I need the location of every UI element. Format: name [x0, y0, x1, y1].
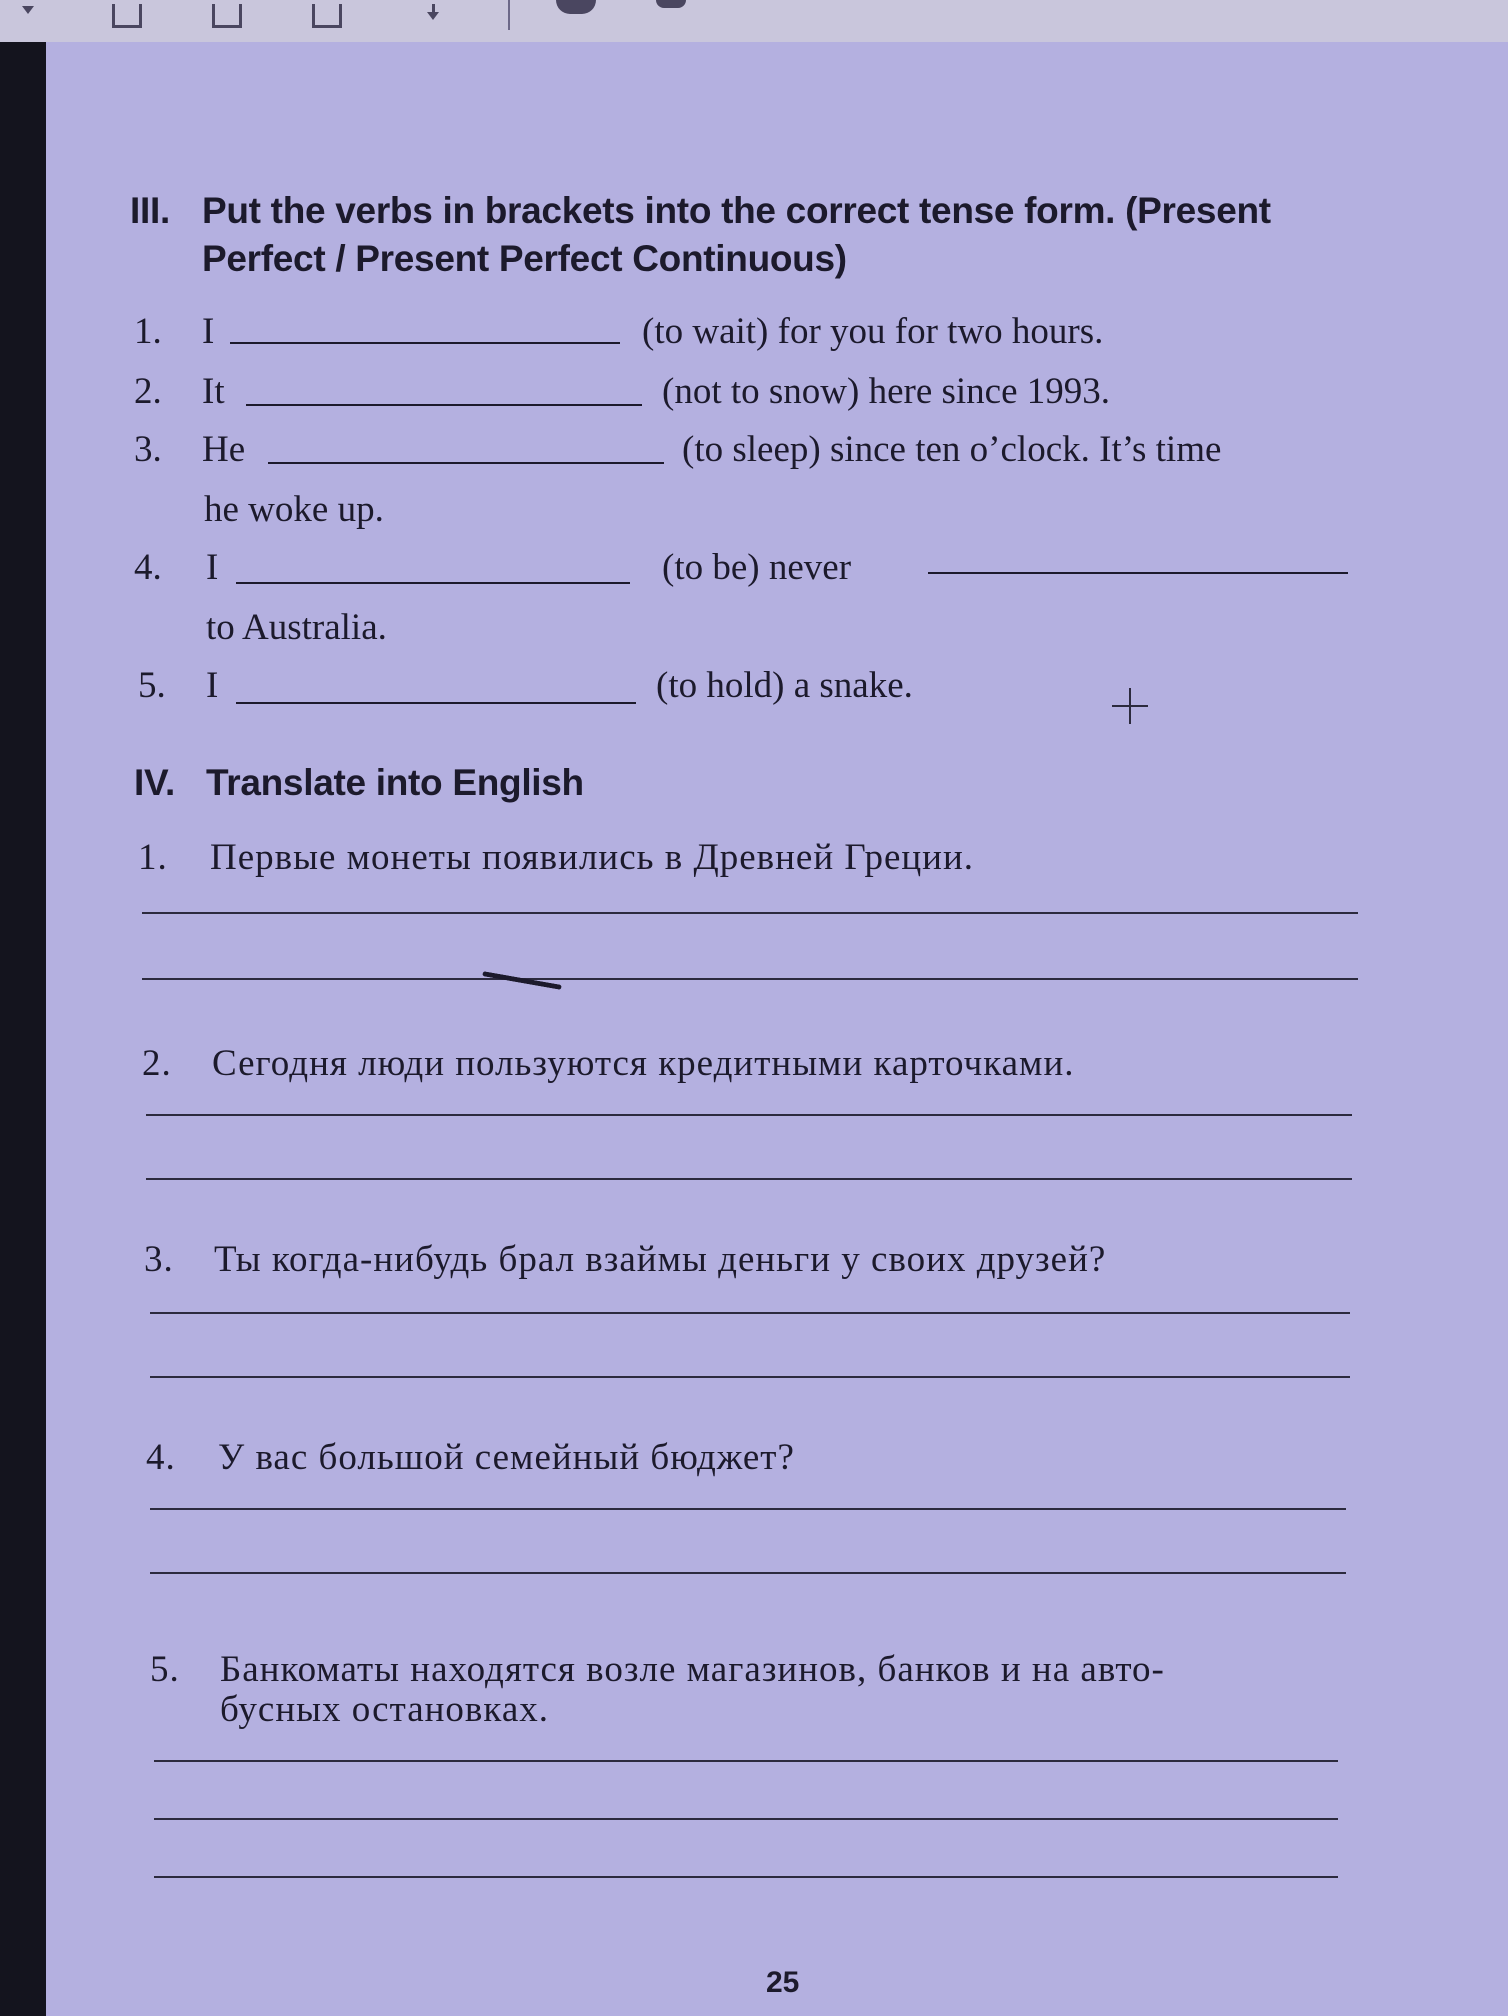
s4-item5-answer-line-1[interactable]: [154, 1760, 1338, 1762]
crosshair-cursor-icon: [1112, 688, 1148, 724]
s3-item2-answer-blank[interactable]: [246, 404, 642, 406]
s4-item1-text: Первые монеты появились в Древней Греции.: [210, 837, 975, 878]
s4-item2-text: Сегодня люди пользуются кредитными карточками.: [212, 1043, 1075, 1084]
highlighter-icon[interactable]: [656, 0, 686, 8]
section4-number: IV.: [134, 762, 175, 803]
s4-item4-answer-line-1[interactable]: [150, 1508, 1346, 1510]
s4-item2-answer-line-1[interactable]: [146, 1114, 1352, 1116]
s4-item3-text: Ты когда-нибудь брал взаймы деньги у своих друзей?: [214, 1239, 1107, 1280]
s4-item2-number: 2.: [142, 1043, 172, 1084]
s3-item3-answer-blank[interactable]: [268, 462, 664, 464]
s3-item3-subject: He: [202, 429, 246, 470]
s3-item2-rest: (not to snow) here since 1993.: [662, 371, 1111, 412]
s3-item1-subject: I: [202, 311, 215, 352]
pen-icon[interactable]: [556, 0, 596, 14]
s4-item3-answer-line-2[interactable]: [150, 1376, 1350, 1378]
s3-item5-rest: (to hold) a snake.: [656, 665, 913, 706]
s4-item1-answer-line-1[interactable]: [142, 912, 1358, 914]
s3-item4-answer-blank-2[interactable]: [928, 572, 1348, 574]
s3-item5-answer-blank[interactable]: [236, 702, 636, 704]
single-page-icon[interactable]: [312, 4, 342, 28]
s3-item4-subject: I: [206, 547, 219, 588]
s4-item5-answer-line-3[interactable]: [154, 1876, 1338, 1878]
s3-item5-subject: I: [206, 665, 219, 706]
section3-title-line2: Perfect / Present Perfect Continuous): [202, 238, 847, 279]
pen-stroke-mark: [482, 971, 562, 990]
s4-item3-number: 3.: [144, 1239, 174, 1280]
section4-title: Translate into English: [206, 762, 584, 803]
s3-item4-rest: (to be) never: [662, 547, 852, 588]
s3-item2-number: 2.: [134, 371, 162, 412]
s4-item1-answer-line-2[interactable]: [142, 978, 1358, 980]
toolbar-separator: [508, 0, 510, 30]
fit-page-icon[interactable]: [112, 4, 142, 28]
s4-item5-answer-line-2[interactable]: [154, 1818, 1338, 1820]
s3-item5-number: 5.: [138, 665, 166, 706]
section3-number: III.: [130, 190, 170, 231]
s3-item1-answer-blank[interactable]: [230, 342, 620, 344]
s3-item4-answer-blank-1[interactable]: [236, 582, 630, 584]
s3-item4-number: 4.: [134, 547, 162, 588]
s4-item3-answer-line-1[interactable]: [150, 1312, 1350, 1314]
s3-item4-continuation: to Australia.: [206, 607, 387, 648]
s3-item1-rest: (to wait) for you for two hours.: [642, 311, 1104, 352]
s4-item5-continuation: бусных остановках.: [220, 1689, 549, 1730]
s3-item2-subject: It: [202, 371, 225, 412]
s4-item4-text: У вас большой семейный бюджет?: [218, 1437, 795, 1478]
viewer-dark-margin: [0, 42, 46, 2016]
s4-item5-number: 5.: [150, 1649, 180, 1690]
dropdown-arrow-icon[interactable]: [22, 6, 34, 14]
s4-item1-number: 1.: [138, 837, 168, 878]
download-icon[interactable]: [424, 4, 442, 22]
section3-title-line1: Put the verbs in brackets into the correct tense form. (Present: [202, 190, 1271, 231]
viewer-toolbar: [0, 0, 1508, 44]
s4-item4-answer-line-2[interactable]: [150, 1572, 1346, 1574]
s3-item3-rest: (to sleep) since ten o’clock. It’s time: [682, 429, 1222, 470]
s3-item3-number: 3.: [134, 429, 162, 470]
s4-item2-answer-line-2[interactable]: [146, 1178, 1352, 1180]
s4-item4-number: 4.: [146, 1437, 176, 1478]
page-number: 25: [766, 1966, 800, 1999]
s3-item3-continuation: he woke up.: [204, 489, 384, 530]
fit-width-icon[interactable]: [212, 4, 242, 28]
s4-item5-text: Банкоматы находятся возле магазинов, банков и на авто-: [220, 1649, 1165, 1690]
s3-item1-number: 1.: [134, 311, 162, 352]
document-page: [46, 42, 1508, 2016]
